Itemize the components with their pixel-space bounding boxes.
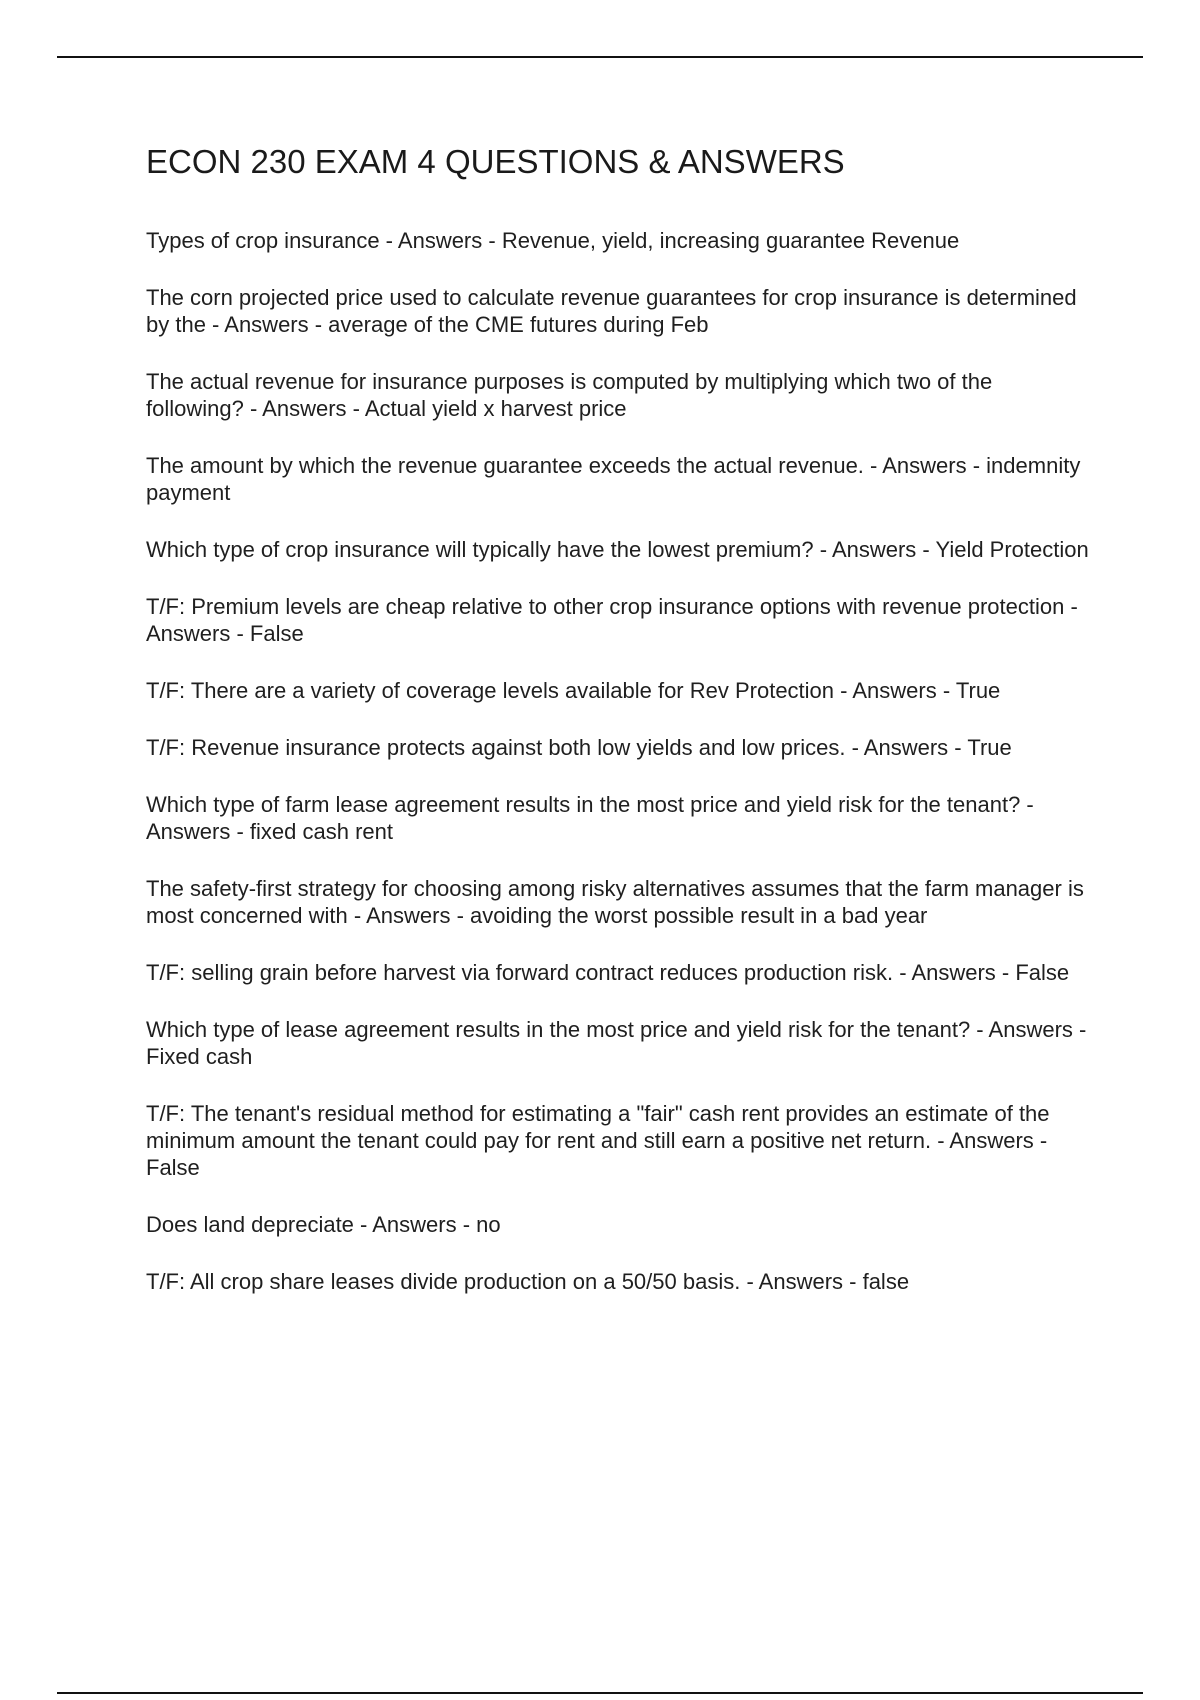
bottom-divider <box>57 1692 1143 1694</box>
document-title: ECON 230 EXAM 4 QUESTIONS & ANSWERS <box>146 143 845 180</box>
qa-item: Types of crop insurance - Answers - Revenue, yield, increasing guarantee Revenue <box>146 227 960 253</box>
qa-item: Which type of farm lease agreement results in the most price and yield risk for the tenant? - Answers - fixed cash rent <box>146 791 1034 844</box>
qa-item: T/F: Premium levels are cheap relative to other crop insurance options with revenue protection - Answers - False <box>146 593 1078 646</box>
top-divider <box>57 56 1143 58</box>
qa-item: T/F: All crop share leases divide production on a 50/50 basis. - Answers - false <box>146 1268 910 1294</box>
qa-item: T/F: The tenant's residual method for estimating a "fair" cash rent provides an estimate of the minimum amount the tenant could pay for rent and still earn a positive net return. - Answers - False <box>146 1100 1050 1180</box>
qa-item: Which type of lease agreement results in the most price and yield risk for the tenant? - Answers - Fixed cash <box>146 1016 1087 1069</box>
document-body <box>146 142 1091 1325</box>
qa-item: T/F: selling grain before harvest via forward contract reduces production risk. - Answers - False <box>146 959 1070 985</box>
qa-item: Does land depreciate - Answers - no <box>146 1211 501 1237</box>
qa-item: The corn projected price used to calculate revenue guarantees for crop insurance is determined by the - Answers - average of the CME futures during Feb <box>146 284 1077 337</box>
qa-item: T/F: There are a variety of coverage levels available for Rev Protection - Answers - True <box>146 677 1001 703</box>
qa-item: The actual revenue for insurance purposes is computed by multiplying which two of the following? - Answers - Actual yield x harvest price <box>146 368 993 421</box>
qa-item: T/F: Revenue insurance protects against both low yields and low prices. - Answers - True <box>146 734 1012 760</box>
qa-item: The safety-first strategy for choosing among risky alternatives assumes that the farm manager is most concerned with - Answers - avoiding the worst possible result in a bad year <box>146 875 1084 928</box>
qa-item: Which type of crop insurance will typically have the lowest premium? - Answers - Yield Protection <box>146 536 1089 562</box>
qa-item: The amount by which the revenue guarantee exceeds the actual revenue. - Answers - indemnity payment <box>146 452 1081 505</box>
